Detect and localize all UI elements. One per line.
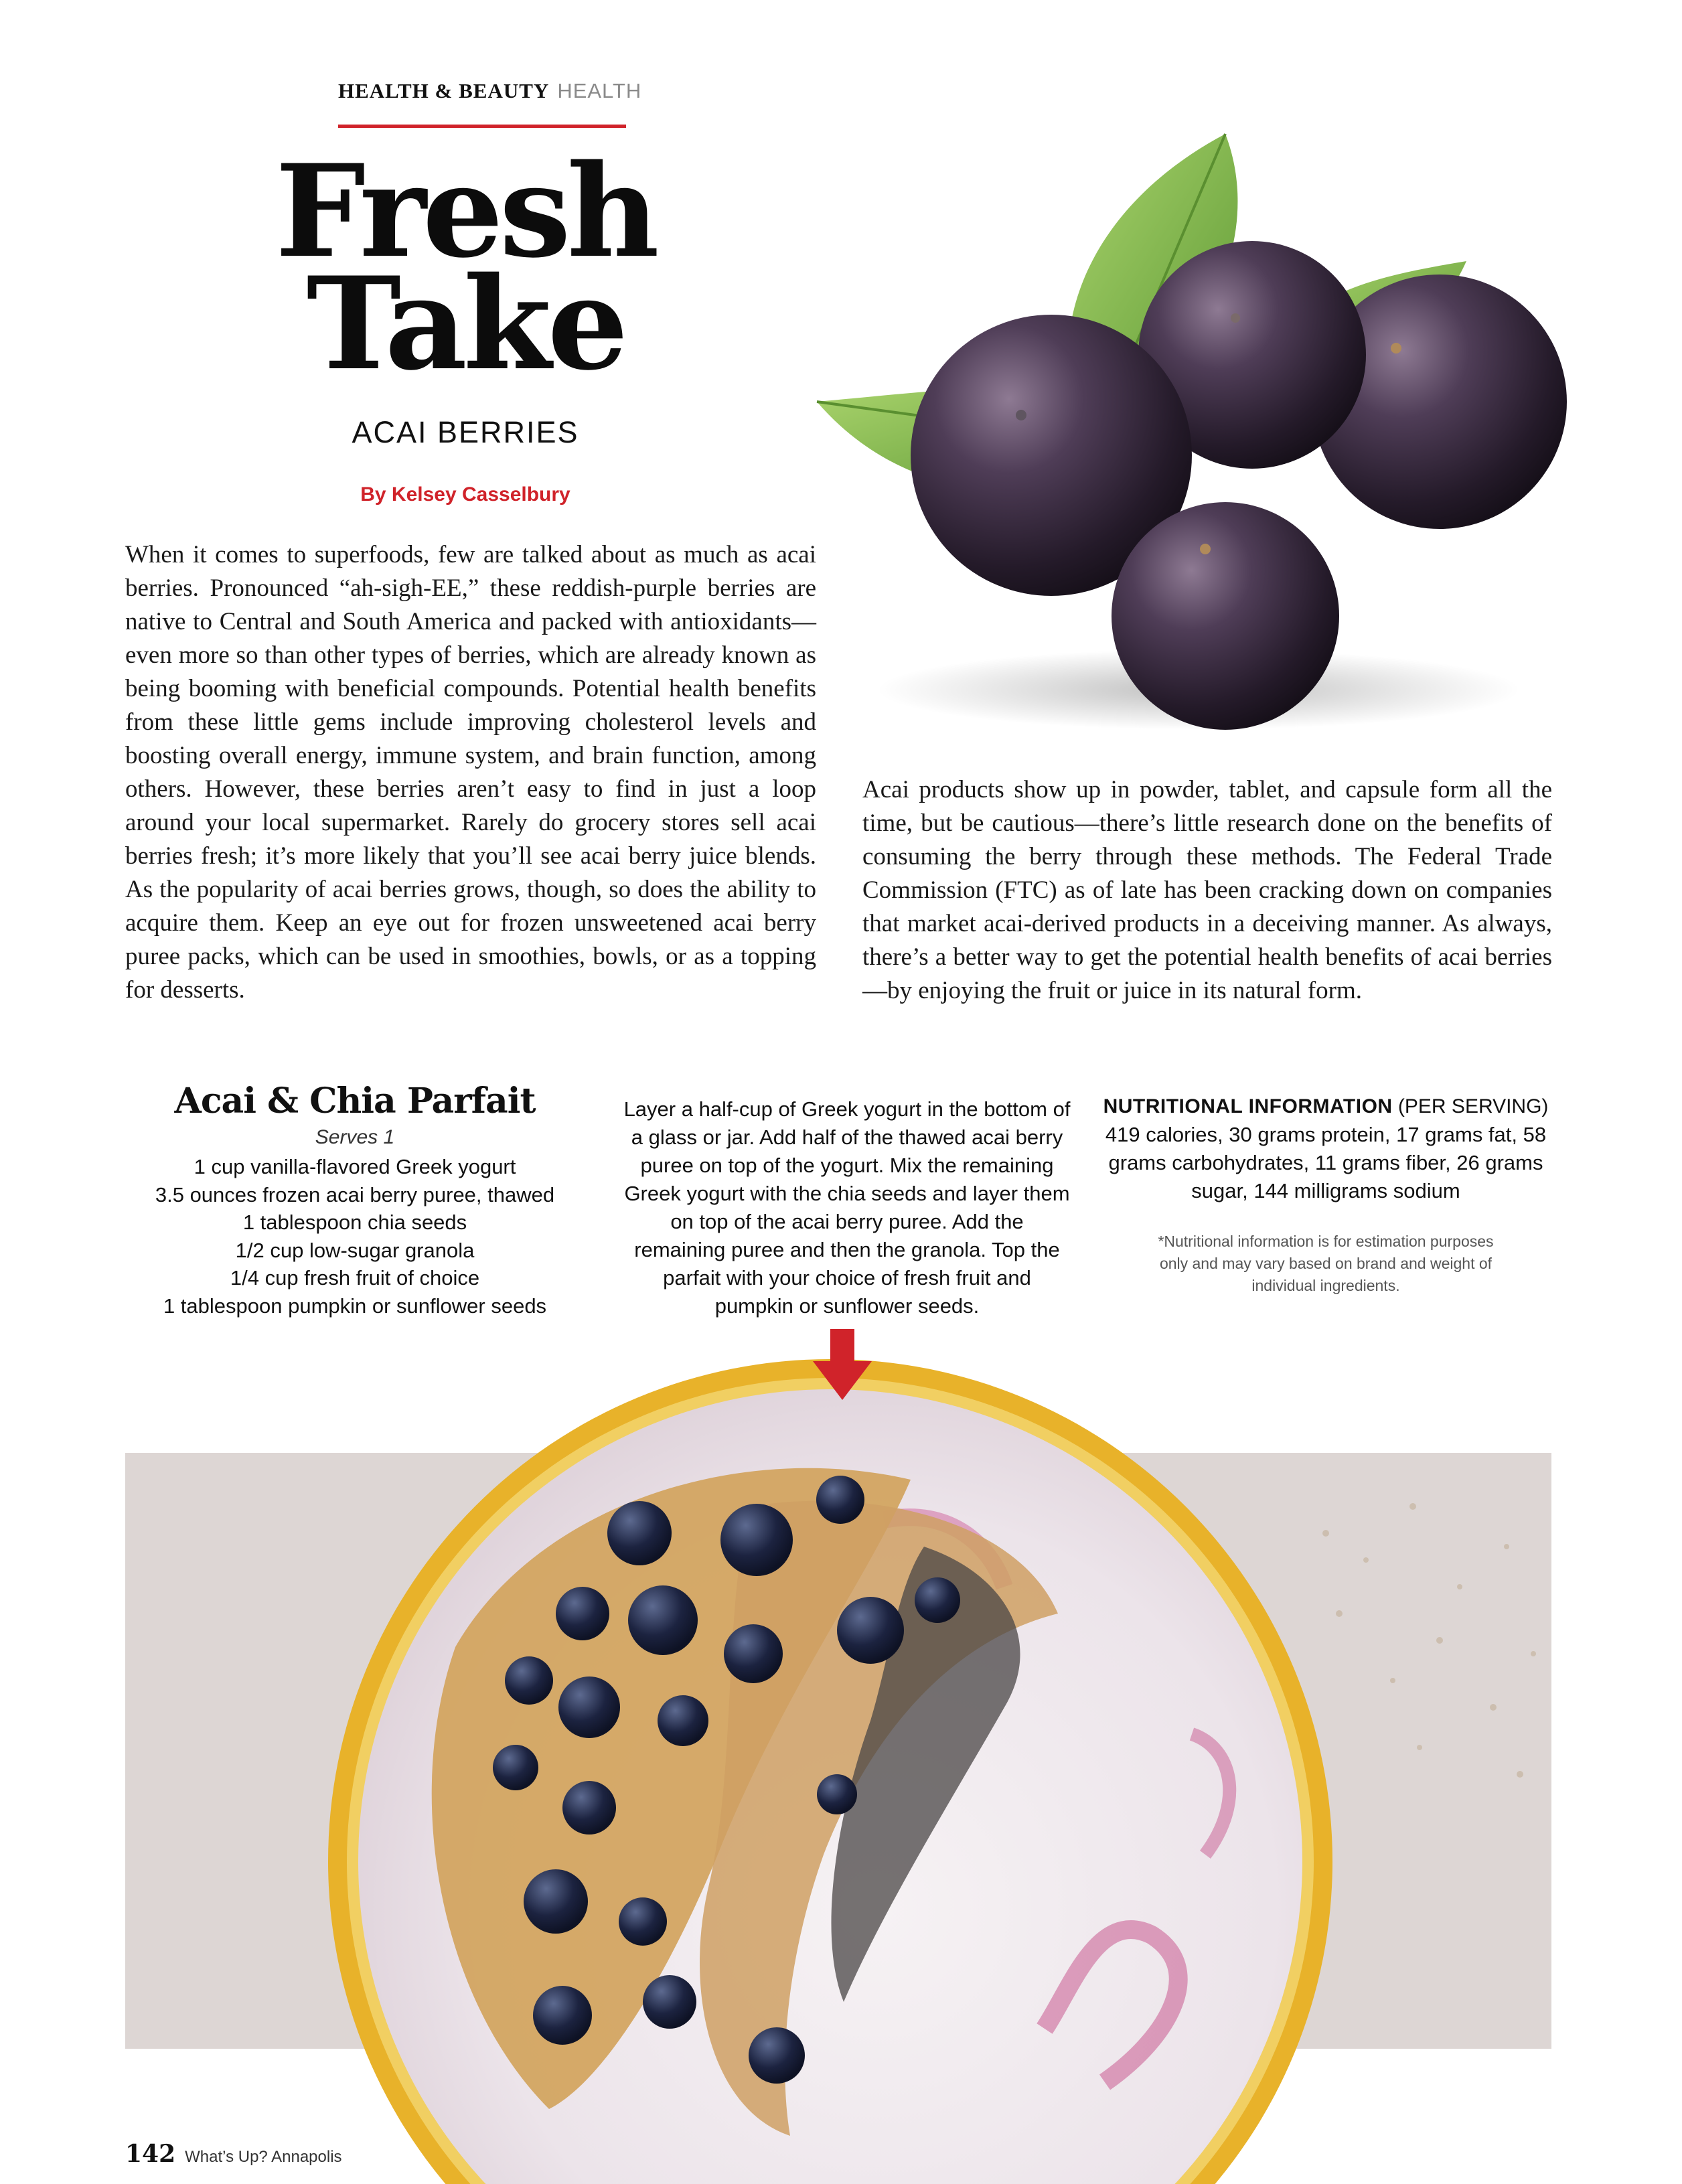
section-header [338, 79, 642, 128]
nutrition-info [1098, 1095, 1553, 1297]
recipe-serves: Serves 1 [315, 1126, 395, 1148]
section-secondary: HEALTH [557, 79, 642, 102]
title-line-1: Fresh [275, 137, 656, 286]
parfait-bowl-image [0, 1332, 1682, 2184]
ingredient-item: 1/4 cup fresh fruit of choice [230, 1266, 480, 1290]
section-primary: HEALTH & BEAUTY [338, 79, 550, 102]
nutrition-values: 419 calories, 30 grams protein, 17 grams fat, 58 grams carbohydrates, 11 grams fiber, 26 grams sugar, 144 milligrams sodium [1105, 1123, 1547, 1202]
ingredient-item: 1 tablespoon pumpkin or sunflower seeds [163, 1294, 547, 1318]
ingredient-item: 1 tablespoon chia seeds [242, 1211, 467, 1234]
nutrition-heading-suffix: (PER SERVING) [1397, 1095, 1549, 1117]
byline: By Kelsey Casselbury [360, 483, 570, 505]
nutrition-heading [1098, 1095, 1553, 1118]
ingredient-item: 3.5 ounces frozen acai berry puree, thawed [155, 1182, 555, 1206]
nutrition-footnote: *Nutritional information is for estimation purposes only and may vary based on brand and weight of individual ingredients. [1158, 1233, 1494, 1294]
ingredient-list [127, 1153, 583, 1320]
ingredient-item: 1/2 cup low-sugar granola [235, 1238, 475, 1262]
nutrition-heading-label: NUTRITIONAL INFORMATION [1103, 1095, 1393, 1117]
recipe-title: Acai & Chia Parfait [174, 1081, 536, 1121]
page-number: 142 [125, 2140, 176, 2168]
body-right-column: Acai products show up in powder, tablet, and capsule form all the time, but be cautious—there’s little research done on the benefits of consuming the berry through these methods. The Federal Trade Commission (FTC) as of late has been cracking down on companies that market acai-derived products in a deceiving manner. As always, there’s a better way to get the potential health benefits of acai berries—by enjoying the fruit or juice in its natural form. [862, 776, 1552, 1004]
article-subtitle: ACAI BERRIES [352, 415, 579, 449]
publication-name: What’s Up? Annapolis [185, 2148, 342, 2166]
acai-berries-image [797, 121, 1567, 750]
down-arrow-icon [810, 1329, 874, 1401]
recipe-instructions: Layer a half-cup of Greek yogurt in the bottom of a glass or jar. Add half of the thawed acai berry puree on top of the yogurt. Mix the remaining Greek yogurt with the chia seeds and layer them on top of the acai berry puree. Add the remaining puree and then the granola. Top the parfait with your choice of fresh fruit and pumpkin or sunflower seeds. [623, 1097, 1071, 1318]
ingredient-item: 1 cup vanilla-flavored Greek yogurt [194, 1155, 516, 1178]
acai-berry [1112, 502, 1339, 730]
article-title [201, 137, 730, 398]
title-line-2: Take [306, 249, 625, 398]
page-footer [125, 2140, 342, 2168]
body-left-column: When it comes to superfoods, few are talked about as much as acai berries. Pronounced “ah-sigh-EE,” these reddish-purple berries are native to Central and South America and packed with antioxidants—even more so than other types of berries, which are already known as being booming with beneficial compounds. Potential health benefits from these little gems include improving cholesterol levels and boosting overall energy, immune system, and brain function, among others. However, these berries aren’t easy to find in just a loop around your local supermarket. Rarely do grocery stores sell acai berries fresh; it’s more likely that you’ll see acai berry juice blends. As the popularity of acai berries grows, though, so does the ability to acquire them. Keep an eye out for frozen unsweetened acai berry puree packs, which can be used in smoothies, bowls, or as a topping for desserts. [125, 541, 816, 1004]
